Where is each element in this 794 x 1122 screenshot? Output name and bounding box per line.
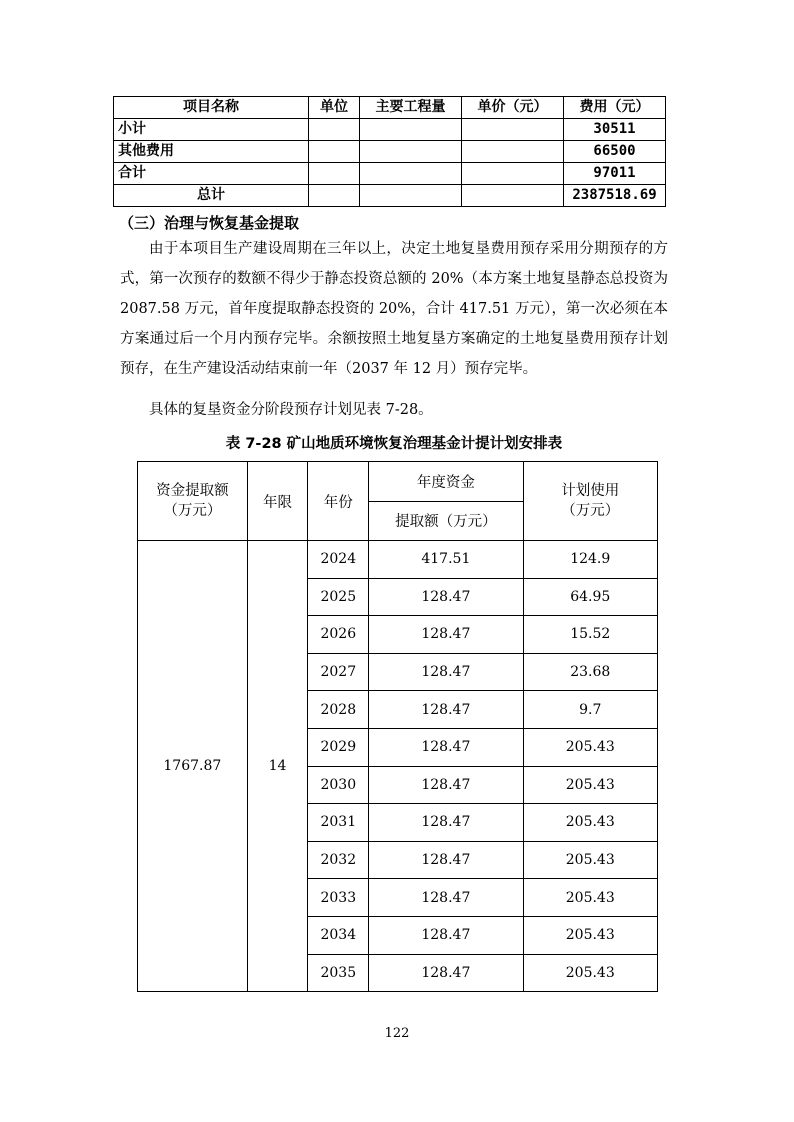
usage-cell: 205.43 — [523, 954, 657, 992]
year-cell: 2025 — [308, 578, 369, 616]
row-name: 其他费用 — [114, 141, 309, 163]
year-cell: 2026 — [308, 616, 369, 654]
extract-cell: 128.47 — [369, 804, 523, 842]
header-unit: 单位 — [309, 97, 360, 119]
header-term: 年限 — [247, 462, 308, 541]
row-amount: 97011 — [564, 163, 666, 185]
row-name: 合计 — [114, 163, 309, 185]
cost-summary-table — [113, 96, 666, 207]
usage-cell: 124.9 — [523, 541, 657, 579]
extract-cell: 128.47 — [369, 954, 523, 992]
header-item-name: 项目名称 — [114, 97, 309, 119]
year-cell: 2029 — [308, 728, 369, 766]
extract-cell: 128.47 — [369, 578, 523, 616]
usage-cell: 9.7 — [523, 691, 657, 729]
header-unit-price: 单价（元） — [462, 97, 564, 119]
fund-plan-table — [137, 461, 658, 992]
row-name: 小计 — [114, 119, 309, 141]
year-cell: 2024 — [308, 541, 369, 579]
extract-cell: 128.47 — [369, 916, 523, 954]
table-header-row — [138, 462, 658, 502]
table-row — [138, 541, 658, 579]
year-cell: 2033 — [308, 879, 369, 917]
header-year: 年份 — [308, 462, 369, 541]
extract-cell: 128.47 — [369, 879, 523, 917]
header-annual-fund: 年度资金 — [369, 462, 523, 502]
usage-cell: 23.68 — [523, 653, 657, 691]
term-cell: 14 — [247, 541, 308, 992]
year-cell: 2031 — [308, 804, 369, 842]
total-fund-cell: 1767.87 — [138, 541, 248, 992]
section-heading: （三）治理与恢复基金提取 — [119, 214, 300, 232]
usage-cell: 205.43 — [523, 916, 657, 954]
row-amount: 2387518.69 — [564, 185, 666, 207]
year-cell: 2027 — [308, 653, 369, 691]
usage-cell: 205.43 — [523, 728, 657, 766]
usage-cell: 205.43 — [523, 766, 657, 804]
body-paragraph: 具体的复垦资金分阶段预存计划见表 7-28。 — [149, 402, 433, 418]
extract-cell: 128.47 — [369, 766, 523, 804]
year-cell: 2028 — [308, 691, 369, 729]
page-number: 122 — [384, 1026, 410, 1041]
row-name: 总计 — [114, 185, 309, 207]
table-caption: 表 7-28 矿山地质环境恢复治理基金计提计划安排表 — [225, 436, 563, 452]
header-quantity: 主要工程量 — [360, 97, 462, 119]
table-row — [114, 163, 666, 185]
usage-cell: 15.52 — [523, 616, 657, 654]
header-fund: 资金提取额 （万元） — [138, 462, 248, 541]
extract-cell: 128.47 — [369, 841, 523, 879]
extract-cell: 128.47 — [369, 616, 523, 654]
header-cost: 费用（元） — [564, 97, 666, 119]
table-row — [114, 185, 666, 207]
table-row — [114, 141, 666, 163]
year-cell: 2032 — [308, 841, 369, 879]
usage-cell: 205.43 — [523, 879, 657, 917]
usage-cell: 205.43 — [523, 804, 657, 842]
header-extract: 提取额（万元） — [369, 501, 523, 541]
extract-cell: 128.47 — [369, 653, 523, 691]
year-cell: 2030 — [308, 766, 369, 804]
table-header-row — [114, 97, 666, 119]
body-paragraph: 由于本项目生产建设周期在三年以上，决定土地复垦费用预存采用分期预存的方式，第一次预存的数额不得少于静态投资总额的 20%（本方案土地复垦静态总投资为 2087.58 万元，首年度提取静态投资的 20%，合计 417.51 万元），第一次必须在本方案通过后一个月内预存完毕。余额按照土地复垦方案确定的土地复垦费用预存计划预存，在生产建设活动结束前一年（2037 年 12 月）预存完毕。 — [120, 241, 668, 377]
extract-cell: 128.47 — [369, 728, 523, 766]
table-row — [114, 119, 666, 141]
usage-cell: 64.95 — [523, 578, 657, 616]
header-usage: 计划使用 （万元） — [523, 462, 657, 541]
year-cell: 2035 — [308, 954, 369, 992]
row-amount: 66500 — [564, 141, 666, 163]
extract-cell: 417.51 — [369, 541, 523, 579]
extract-cell: 128.47 — [369, 691, 523, 729]
year-cell: 2034 — [308, 916, 369, 954]
usage-cell: 205.43 — [523, 841, 657, 879]
row-amount: 30511 — [564, 119, 666, 141]
